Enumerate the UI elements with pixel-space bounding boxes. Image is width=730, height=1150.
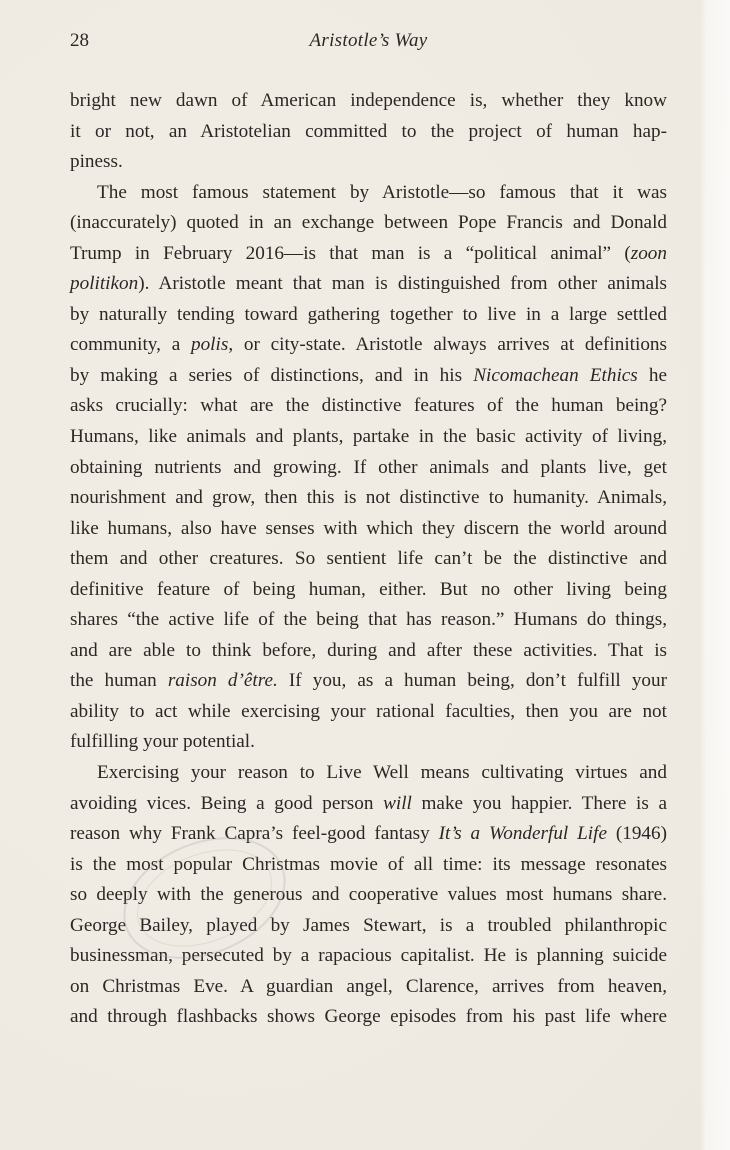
text-run: George Bailey, played by James Stewart, is a troubled philanthropic bbox=[70, 914, 667, 936]
text-run: the human bbox=[70, 670, 168, 692]
text-line bbox=[70, 117, 667, 148]
text-run: shares “the active life of the being that has reason.” Humans do things, bbox=[70, 609, 667, 631]
text-run: by making a series of distinctions, and in his bbox=[70, 364, 474, 386]
text-run: and are able to think before, during and after these activities. That is bbox=[70, 639, 667, 661]
text-run: them and other creatures. So sentient life can’t be the distinctive and bbox=[70, 548, 667, 570]
text-run: nourishment and grow, then this is not distinctive to humanity. Animals, bbox=[70, 487, 667, 509]
text-run: on Christmas Eve. A guardian angel, Clarence, arrives from heaven, bbox=[70, 975, 667, 997]
text-run: (inaccurately) quoted in an exchange between Pope Francis and Donald bbox=[70, 212, 667, 234]
text-line bbox=[70, 911, 667, 942]
text-line bbox=[70, 544, 667, 575]
text-line bbox=[70, 422, 667, 453]
text-line bbox=[70, 666, 667, 697]
text-run: reason why Frank Capra’s feel-good fantasy bbox=[70, 823, 439, 845]
text-line bbox=[70, 514, 667, 545]
italic-phrase: politikon bbox=[70, 273, 139, 295]
text-line bbox=[70, 819, 667, 850]
text-run: Trump in February 2016—is that man is a “political animal” ( bbox=[70, 242, 631, 264]
italic-phrase: It’s a Wonderful Life bbox=[438, 823, 607, 845]
text-line bbox=[70, 636, 667, 667]
text-run: asks crucially: what are the distinctive features of the human being? bbox=[70, 395, 667, 417]
text-run: ). Aristotle meant that man is distinguished from other animals bbox=[138, 273, 667, 295]
text-line bbox=[70, 789, 667, 820]
text-run: bright new dawn of American independence is, whether they know bbox=[70, 90, 667, 111]
text-line bbox=[70, 269, 667, 300]
text-run: Exercising your reason to Live Well means cultivating virtues and bbox=[97, 762, 667, 784]
page-number: 28 bbox=[70, 30, 89, 51]
text-run: piness. bbox=[70, 151, 123, 173]
text-line bbox=[70, 361, 667, 392]
text-run: avoiding vices. Being a good person bbox=[70, 792, 384, 814]
text-run: definitive feature of being human, either. But no other living being bbox=[70, 578, 667, 600]
text-run: , or city-state. Aristotle always arrives at definitions bbox=[228, 334, 667, 356]
text-line bbox=[70, 208, 667, 239]
text-line bbox=[70, 391, 667, 422]
text-line bbox=[70, 147, 667, 178]
text-line bbox=[70, 727, 667, 758]
text-line bbox=[70, 86, 667, 117]
text-line bbox=[70, 1002, 667, 1033]
italic-phrase: zoon bbox=[630, 242, 667, 264]
body-text bbox=[70, 86, 667, 1033]
text-run: so deeply with the generous and cooperative values most humans share. bbox=[70, 884, 667, 906]
text-line bbox=[70, 300, 667, 331]
text-line bbox=[70, 239, 667, 270]
text-run: and through flashbacks shows George episodes from his past life where bbox=[70, 1006, 667, 1028]
text-run: it or not, an Aristotelian committed to the project of human hap- bbox=[70, 120, 667, 142]
text-run: ability to act while exercising your rational faculties, then you are not bbox=[70, 700, 667, 722]
text-run: businessman, persecuted by a rapacious capitalist. He is planning suicide bbox=[70, 945, 667, 967]
running-title: Aristotle’s Way bbox=[309, 30, 428, 51]
text-run: he bbox=[637, 364, 667, 386]
text-line bbox=[70, 453, 667, 484]
text-line bbox=[70, 605, 667, 636]
italic-phrase: will bbox=[383, 792, 412, 814]
text-run: is the most popular Christmas movie of all time: its message resonates bbox=[70, 853, 667, 875]
text-line bbox=[70, 850, 667, 881]
text-run: Humans, like animals and plants, partake in the basic activity of living, bbox=[70, 426, 667, 448]
italic-phrase: polis bbox=[190, 334, 229, 356]
text-run: like humans, also have senses with which they discern the world around bbox=[70, 517, 667, 539]
italic-phrase: Nicomachean Ethics bbox=[473, 364, 638, 386]
text-line bbox=[70, 880, 667, 911]
text-run: community, a bbox=[70, 334, 191, 356]
text-run: obtaining nutrients and growing. If other animals and plants live, get bbox=[70, 456, 667, 478]
text-run: (1946) bbox=[606, 823, 667, 845]
text-line bbox=[70, 697, 667, 728]
page-header bbox=[70, 30, 667, 54]
text-run: If you, as a human being, don’t fulfill your bbox=[277, 670, 667, 692]
text-line bbox=[70, 758, 667, 789]
text-run: The most famous statement by Aristotle—so famous that it was bbox=[97, 181, 667, 203]
text-run: fulfilling your potential. bbox=[70, 731, 255, 753]
text-run: by naturally tending toward gathering together to live in a large settled bbox=[70, 303, 667, 325]
italic-phrase: raison d’être. bbox=[167, 670, 278, 692]
text-line bbox=[70, 972, 667, 1003]
text-line bbox=[70, 575, 667, 606]
text-line bbox=[70, 941, 667, 972]
text-line bbox=[70, 178, 667, 209]
text-line bbox=[70, 483, 667, 514]
text-line bbox=[70, 330, 667, 361]
text-run: make you happier. There is a bbox=[411, 792, 668, 814]
